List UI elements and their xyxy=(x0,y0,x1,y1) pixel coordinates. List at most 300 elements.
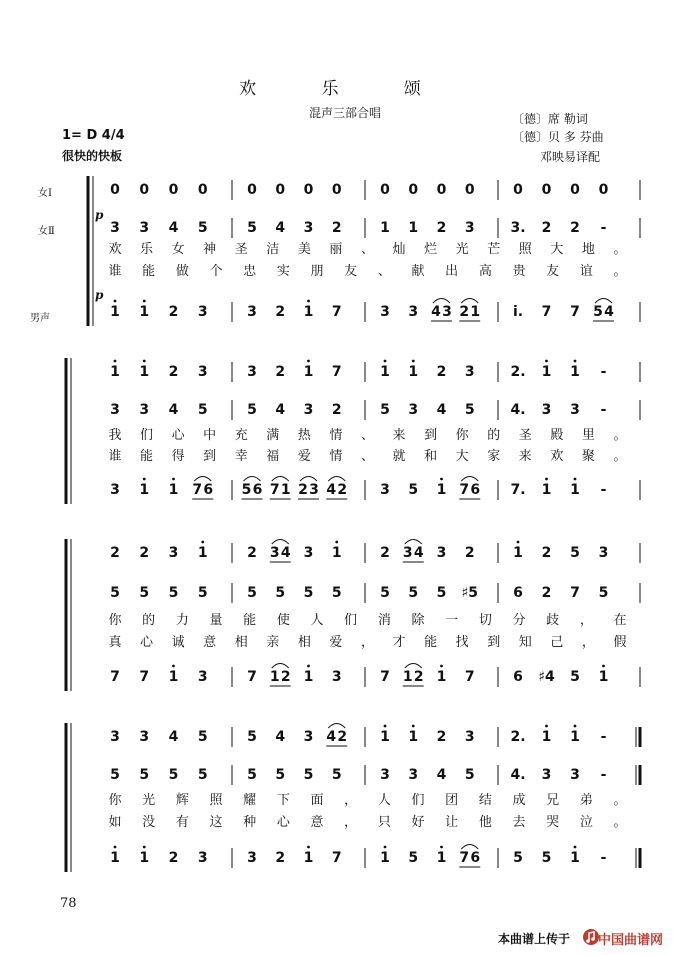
lyric-character: 己 xyxy=(550,635,564,650)
note: 5 xyxy=(197,402,208,418)
note: 3 xyxy=(442,304,452,320)
lyricist-credit: 〔德〕席 勒词 xyxy=(512,112,588,126)
note: 3 xyxy=(197,669,208,685)
octave-dot xyxy=(143,360,146,363)
note: 1 xyxy=(570,850,580,866)
octave-dot xyxy=(440,846,443,849)
note: 3 xyxy=(303,220,314,236)
octave-dot xyxy=(574,725,577,728)
lyric-character: 如 xyxy=(108,815,122,830)
note: 0 xyxy=(570,182,580,198)
octave-dot xyxy=(307,360,310,363)
note: 3 xyxy=(139,402,150,418)
note: 1 xyxy=(269,669,280,685)
lyric-character: 朋 xyxy=(310,264,324,279)
note: 7 xyxy=(110,669,120,685)
note: 3 xyxy=(380,304,390,320)
lyric-character: 去 xyxy=(512,815,526,830)
note: 4 xyxy=(436,767,447,783)
note: 1 xyxy=(303,304,314,320)
lyric-character: 殿 xyxy=(550,428,564,443)
lyric-character: 到 xyxy=(424,428,438,443)
note: 0 xyxy=(247,182,257,198)
lyric-character: 的 xyxy=(142,613,156,628)
lyric-character: 烂 xyxy=(424,242,438,257)
lyric-character: 面 xyxy=(310,793,324,808)
lyric-character: 中 xyxy=(203,428,217,443)
lyric-character: 切 xyxy=(478,613,492,628)
lyric-character: 歧 xyxy=(546,613,560,628)
note: 5 xyxy=(331,585,342,601)
note: 1 xyxy=(436,482,447,498)
note: 4 xyxy=(168,402,179,418)
note: 5 xyxy=(197,767,208,783)
note: 5 xyxy=(464,402,475,418)
voice-label-female2: 女Ⅱ xyxy=(38,226,55,237)
lyric-character: 让 xyxy=(445,815,459,830)
octave-dot xyxy=(307,300,310,303)
slur xyxy=(300,477,317,482)
lyric-character: 地 xyxy=(581,242,595,257)
note: 2 xyxy=(331,220,342,236)
lyric-character: 除 xyxy=(411,613,425,628)
note: 3 xyxy=(464,729,475,745)
note: 1 xyxy=(541,729,552,745)
slur xyxy=(433,299,450,304)
note: 5 xyxy=(168,585,179,601)
note: 5 xyxy=(513,850,523,866)
note: 2 xyxy=(298,482,308,498)
note: 3 xyxy=(464,220,475,236)
note: 1 xyxy=(436,669,447,685)
lyric-character: 。 xyxy=(613,449,627,464)
lyric-character: 消 xyxy=(377,613,391,628)
note: 1 xyxy=(570,729,580,745)
lyric-character: 洁 xyxy=(266,242,280,257)
note: 2 xyxy=(436,220,447,236)
note: 3 xyxy=(247,304,257,320)
lyric-character: 们 xyxy=(344,613,358,628)
lyric-character: 在 xyxy=(613,613,627,628)
octave-dot xyxy=(307,846,310,849)
lyric-character: 满 xyxy=(266,428,280,443)
dynamic-marking: p xyxy=(95,208,104,222)
note: 6 xyxy=(252,482,263,498)
lyric-character: 美 xyxy=(297,242,311,257)
note: - xyxy=(600,402,607,418)
note: 1 xyxy=(541,482,552,498)
note: 7 xyxy=(459,482,470,498)
note: 4 xyxy=(436,402,447,418)
note: 5 xyxy=(247,729,257,745)
note: 4. xyxy=(510,767,526,783)
note: 4 xyxy=(275,220,286,236)
note: 5 xyxy=(541,850,552,866)
note: - xyxy=(600,850,607,866)
lyric-character: 。 xyxy=(613,242,627,257)
lyric-character: 人 xyxy=(310,613,324,628)
note: 5 xyxy=(241,482,252,498)
note: 5 xyxy=(570,669,580,685)
lyric-character: 你 xyxy=(108,793,122,808)
voice-label-male: 男声 xyxy=(30,313,50,324)
lyric-character: 、 xyxy=(377,264,391,279)
note: 1 xyxy=(168,482,179,498)
note: 2 xyxy=(331,402,342,418)
slur xyxy=(405,540,422,545)
note: 1 xyxy=(541,364,552,380)
note: 4 xyxy=(413,545,424,561)
note: 3 xyxy=(197,364,208,380)
lyric-character: 心 xyxy=(171,428,185,443)
octave-dot xyxy=(201,541,204,544)
note: 5 xyxy=(197,729,208,745)
octave-dot xyxy=(574,360,577,363)
note: 1 xyxy=(139,482,150,498)
note: 4 xyxy=(168,220,179,236)
slur xyxy=(272,477,289,482)
lyric-character: 意 xyxy=(203,635,217,650)
note: 2 xyxy=(413,669,424,685)
note: 1 xyxy=(380,220,390,236)
octave-dot xyxy=(335,541,338,544)
note: 6 xyxy=(513,669,523,685)
note: 0 xyxy=(513,182,523,198)
note: 7 xyxy=(247,669,257,685)
note: - xyxy=(600,220,607,236)
note: i. xyxy=(512,304,524,320)
note: 5 xyxy=(139,585,150,601)
note: 1 xyxy=(408,220,419,236)
note: 1 xyxy=(331,545,342,561)
note: 2 xyxy=(541,545,552,561)
lyric-character: 爱 xyxy=(297,449,311,464)
note: 1 xyxy=(408,364,419,380)
note: - xyxy=(600,767,607,783)
lyric-character: 这 xyxy=(209,815,223,830)
lyric-character: 福 xyxy=(266,449,280,464)
lyric-character: 相 xyxy=(297,635,311,650)
note: 2 xyxy=(110,545,120,561)
note: 5 xyxy=(408,850,419,866)
note: 5 xyxy=(247,220,257,236)
note: 7 xyxy=(331,850,342,866)
lyric-character: 献 xyxy=(411,264,425,279)
octave-dot xyxy=(172,478,175,481)
slur xyxy=(461,845,478,850)
lyric-character: 欢 xyxy=(550,449,564,464)
note: 5 xyxy=(598,585,609,601)
slur xyxy=(272,664,289,669)
octave-dot xyxy=(440,665,443,668)
lyric-character: 知 xyxy=(518,635,532,650)
note: 3 xyxy=(247,850,257,866)
lyric-character: 里 xyxy=(581,428,595,443)
lyric-character: 大 xyxy=(455,449,469,464)
note: 2 xyxy=(247,545,257,561)
note: 4. xyxy=(510,402,526,418)
octave-dot xyxy=(574,478,577,481)
note: 1 xyxy=(280,482,291,498)
note: 7 xyxy=(380,669,390,685)
note: 2 xyxy=(436,729,447,745)
note: 7 xyxy=(331,304,342,320)
octave-dot xyxy=(545,725,548,728)
lyric-character: 的 xyxy=(487,428,501,443)
lyric-character: 有 xyxy=(175,815,189,830)
note: 5 xyxy=(593,304,603,320)
note: 1 xyxy=(303,364,314,380)
lyric-character: 心 xyxy=(276,815,290,830)
lyric-character: 光 xyxy=(455,242,469,257)
lyric-character: 圣 xyxy=(234,242,248,257)
note: 6 xyxy=(470,482,481,498)
note: 4 xyxy=(275,729,286,745)
note: 1 xyxy=(570,364,580,380)
lyric-character: ， xyxy=(579,613,593,628)
lyric-character: 得 xyxy=(171,449,185,464)
note: 2 xyxy=(436,364,447,380)
note: 0 xyxy=(598,182,609,198)
lyric-character: 你 xyxy=(455,428,469,443)
lyric-character: 。 xyxy=(613,815,627,830)
lyric-character: 幸 xyxy=(234,449,248,464)
lyric-character: 分 xyxy=(512,613,526,628)
note: 2. xyxy=(510,364,526,380)
note: 5 xyxy=(247,767,257,783)
lyric-character: 情 xyxy=(329,449,343,464)
lyric-character: 一 xyxy=(445,613,459,628)
note: 3 xyxy=(408,402,419,418)
octave-dot xyxy=(114,846,117,849)
octave-dot xyxy=(143,846,146,849)
note: 3 xyxy=(197,850,208,866)
note: 4 xyxy=(280,545,291,561)
note: 6 xyxy=(203,482,214,498)
slur xyxy=(272,540,289,545)
note: 0 xyxy=(303,182,314,198)
note: 3 xyxy=(570,767,580,783)
lyric-character: 、 xyxy=(360,242,375,257)
note: 5 xyxy=(110,767,120,783)
lyric-character: 心 xyxy=(140,635,154,650)
note: 3 xyxy=(309,482,319,498)
octave-dot xyxy=(143,478,146,481)
note: 2 xyxy=(275,850,286,866)
lyric-character: 哭 xyxy=(546,815,560,830)
note: 7 xyxy=(459,850,470,866)
tempo-marking: 很快的快板 xyxy=(62,149,123,163)
note: 4 xyxy=(326,482,337,498)
note: 3 xyxy=(598,545,609,561)
lyric-character: 个 xyxy=(209,264,223,279)
lyric-character: 成 xyxy=(512,793,526,808)
lyric-character: 情 xyxy=(329,428,343,443)
dynamic-marking: p xyxy=(95,288,104,302)
note: 2 xyxy=(168,364,179,380)
note: 2 xyxy=(275,304,286,320)
note: 2 xyxy=(541,585,552,601)
note: 1 xyxy=(139,850,150,866)
lyric-character: 女 xyxy=(171,242,185,257)
note: 3 xyxy=(570,402,580,418)
lyric-character: 泣 xyxy=(579,815,593,830)
lyric-character: 。 xyxy=(613,428,627,443)
lyric-character: 能 xyxy=(140,449,154,464)
lyric-character: 乐 xyxy=(140,242,154,257)
octave-dot xyxy=(114,300,117,303)
page-number: 78 xyxy=(60,896,77,911)
note: 2 xyxy=(280,669,291,685)
upload-footer: 本曲谱上传于 xyxy=(498,932,571,946)
note: 1 xyxy=(402,669,413,685)
note: 1 xyxy=(570,482,580,498)
note: 1 xyxy=(513,545,523,561)
note: 0 xyxy=(275,182,286,198)
note: - xyxy=(600,364,607,380)
note: 2 xyxy=(168,304,179,320)
note: 3 xyxy=(380,482,390,498)
note: - xyxy=(600,729,607,745)
note: 3 xyxy=(464,364,475,380)
lyric-character: 友 xyxy=(546,264,560,279)
lyric-character: 才 xyxy=(392,635,406,650)
note: 3 xyxy=(303,545,314,561)
lyric-character: 到 xyxy=(203,449,217,464)
note: 3 xyxy=(541,767,552,783)
arranger-credit: 邓映易译配 xyxy=(540,150,601,164)
note: 5 xyxy=(168,767,179,783)
lyric-character: ， xyxy=(344,793,358,808)
note: 7 xyxy=(139,669,150,685)
lyric-character: 没 xyxy=(142,815,156,830)
note: 0 xyxy=(464,182,475,198)
note: 2 xyxy=(275,364,286,380)
lyric-character: 充 xyxy=(234,428,248,443)
note: 1 xyxy=(303,850,314,866)
note: 3 xyxy=(139,729,150,745)
note: 5 xyxy=(380,585,390,601)
slur xyxy=(405,664,422,669)
note: 1 xyxy=(110,850,120,866)
note: 0 xyxy=(408,182,419,198)
lyric-character: 高 xyxy=(478,264,492,279)
lyric-character: 实 xyxy=(276,264,290,279)
octave-dot xyxy=(545,360,548,363)
note: 1 xyxy=(168,669,179,685)
note: 2 xyxy=(459,304,470,320)
composer-credit: 〔德〕贝 多 芬曲 xyxy=(512,130,604,144)
note: 5 xyxy=(275,585,286,601)
note: 5 xyxy=(331,767,342,783)
note: 2 xyxy=(464,545,475,561)
lyric-character: 相 xyxy=(234,635,248,650)
lyric-character: 。 xyxy=(613,793,627,808)
octave-dot xyxy=(574,846,577,849)
octave-dot xyxy=(384,360,387,363)
lyric-character: 做 xyxy=(175,264,189,279)
note: 2 xyxy=(168,850,179,866)
lyric-character: 和 xyxy=(424,449,438,464)
octave-dot xyxy=(143,300,146,303)
lyric-character: 热 xyxy=(297,428,311,443)
note: 4 xyxy=(604,304,614,320)
octave-dot xyxy=(384,846,387,849)
lyric-character: 意 xyxy=(310,815,324,830)
site-name: 中国曲谱网 xyxy=(598,933,664,948)
note: 3 xyxy=(247,364,257,380)
lyric-character: 谊 xyxy=(579,264,593,279)
lyric-character: 能 xyxy=(243,613,257,628)
note: 3. xyxy=(510,220,526,236)
lyric-character: 找 xyxy=(455,635,469,650)
lyric-character: 能 xyxy=(142,264,156,279)
lyric-character: 他 xyxy=(478,815,492,830)
note: 1 xyxy=(110,304,120,320)
note: 3 xyxy=(197,304,208,320)
note: 3 xyxy=(541,402,552,418)
song-title: 欢 乐 颂 xyxy=(239,79,451,99)
note: 2 xyxy=(337,729,348,745)
lyric-character: 、 xyxy=(360,449,375,464)
note: 5 xyxy=(275,767,286,783)
octave-dot xyxy=(412,725,415,728)
lyric-character: 使 xyxy=(276,613,290,628)
note: 1 xyxy=(598,669,609,685)
note: 3 xyxy=(168,545,179,561)
note: 5 xyxy=(570,545,580,561)
octave-dot xyxy=(602,665,605,668)
note: ♯4 xyxy=(538,669,555,685)
note: 3 xyxy=(331,669,342,685)
note: 3 xyxy=(380,767,390,783)
lyric-character: 亲 xyxy=(266,635,280,650)
note: 1 xyxy=(139,364,150,380)
lyric-character: 光 xyxy=(142,793,156,808)
note: 7 xyxy=(541,304,552,320)
note: 2 xyxy=(570,220,580,236)
note: 1 xyxy=(380,364,390,380)
octave-dot xyxy=(114,360,117,363)
note: 1 xyxy=(110,364,120,380)
note: 5 xyxy=(197,585,208,601)
note: 7 xyxy=(570,304,580,320)
note: 5 xyxy=(408,482,419,498)
slur xyxy=(194,477,211,482)
note: 4 xyxy=(326,729,337,745)
lyric-character: 爱 xyxy=(329,635,343,650)
lyric-character: 友 xyxy=(344,264,358,279)
voice-label-female1: 女Ⅰ xyxy=(38,188,52,199)
slur xyxy=(244,477,261,482)
lyric-character: 量 xyxy=(209,613,223,628)
lyric-character: 只 xyxy=(377,815,391,830)
note: 4 xyxy=(168,729,179,745)
note: 3 xyxy=(408,767,419,783)
lyric-character: 大 xyxy=(550,242,564,257)
note: 0 xyxy=(380,182,390,198)
lyric-character: 到 xyxy=(487,635,501,650)
note: 5 xyxy=(436,585,447,601)
note: 0 xyxy=(168,182,179,198)
note: 5 xyxy=(247,402,257,418)
lyric-character: 好 xyxy=(411,815,425,830)
note: 6 xyxy=(513,585,523,601)
lyric-character: 、 xyxy=(360,428,375,443)
lyric-character: 辉 xyxy=(175,793,189,808)
note: 5 xyxy=(380,402,390,418)
note: 5 xyxy=(408,585,419,601)
